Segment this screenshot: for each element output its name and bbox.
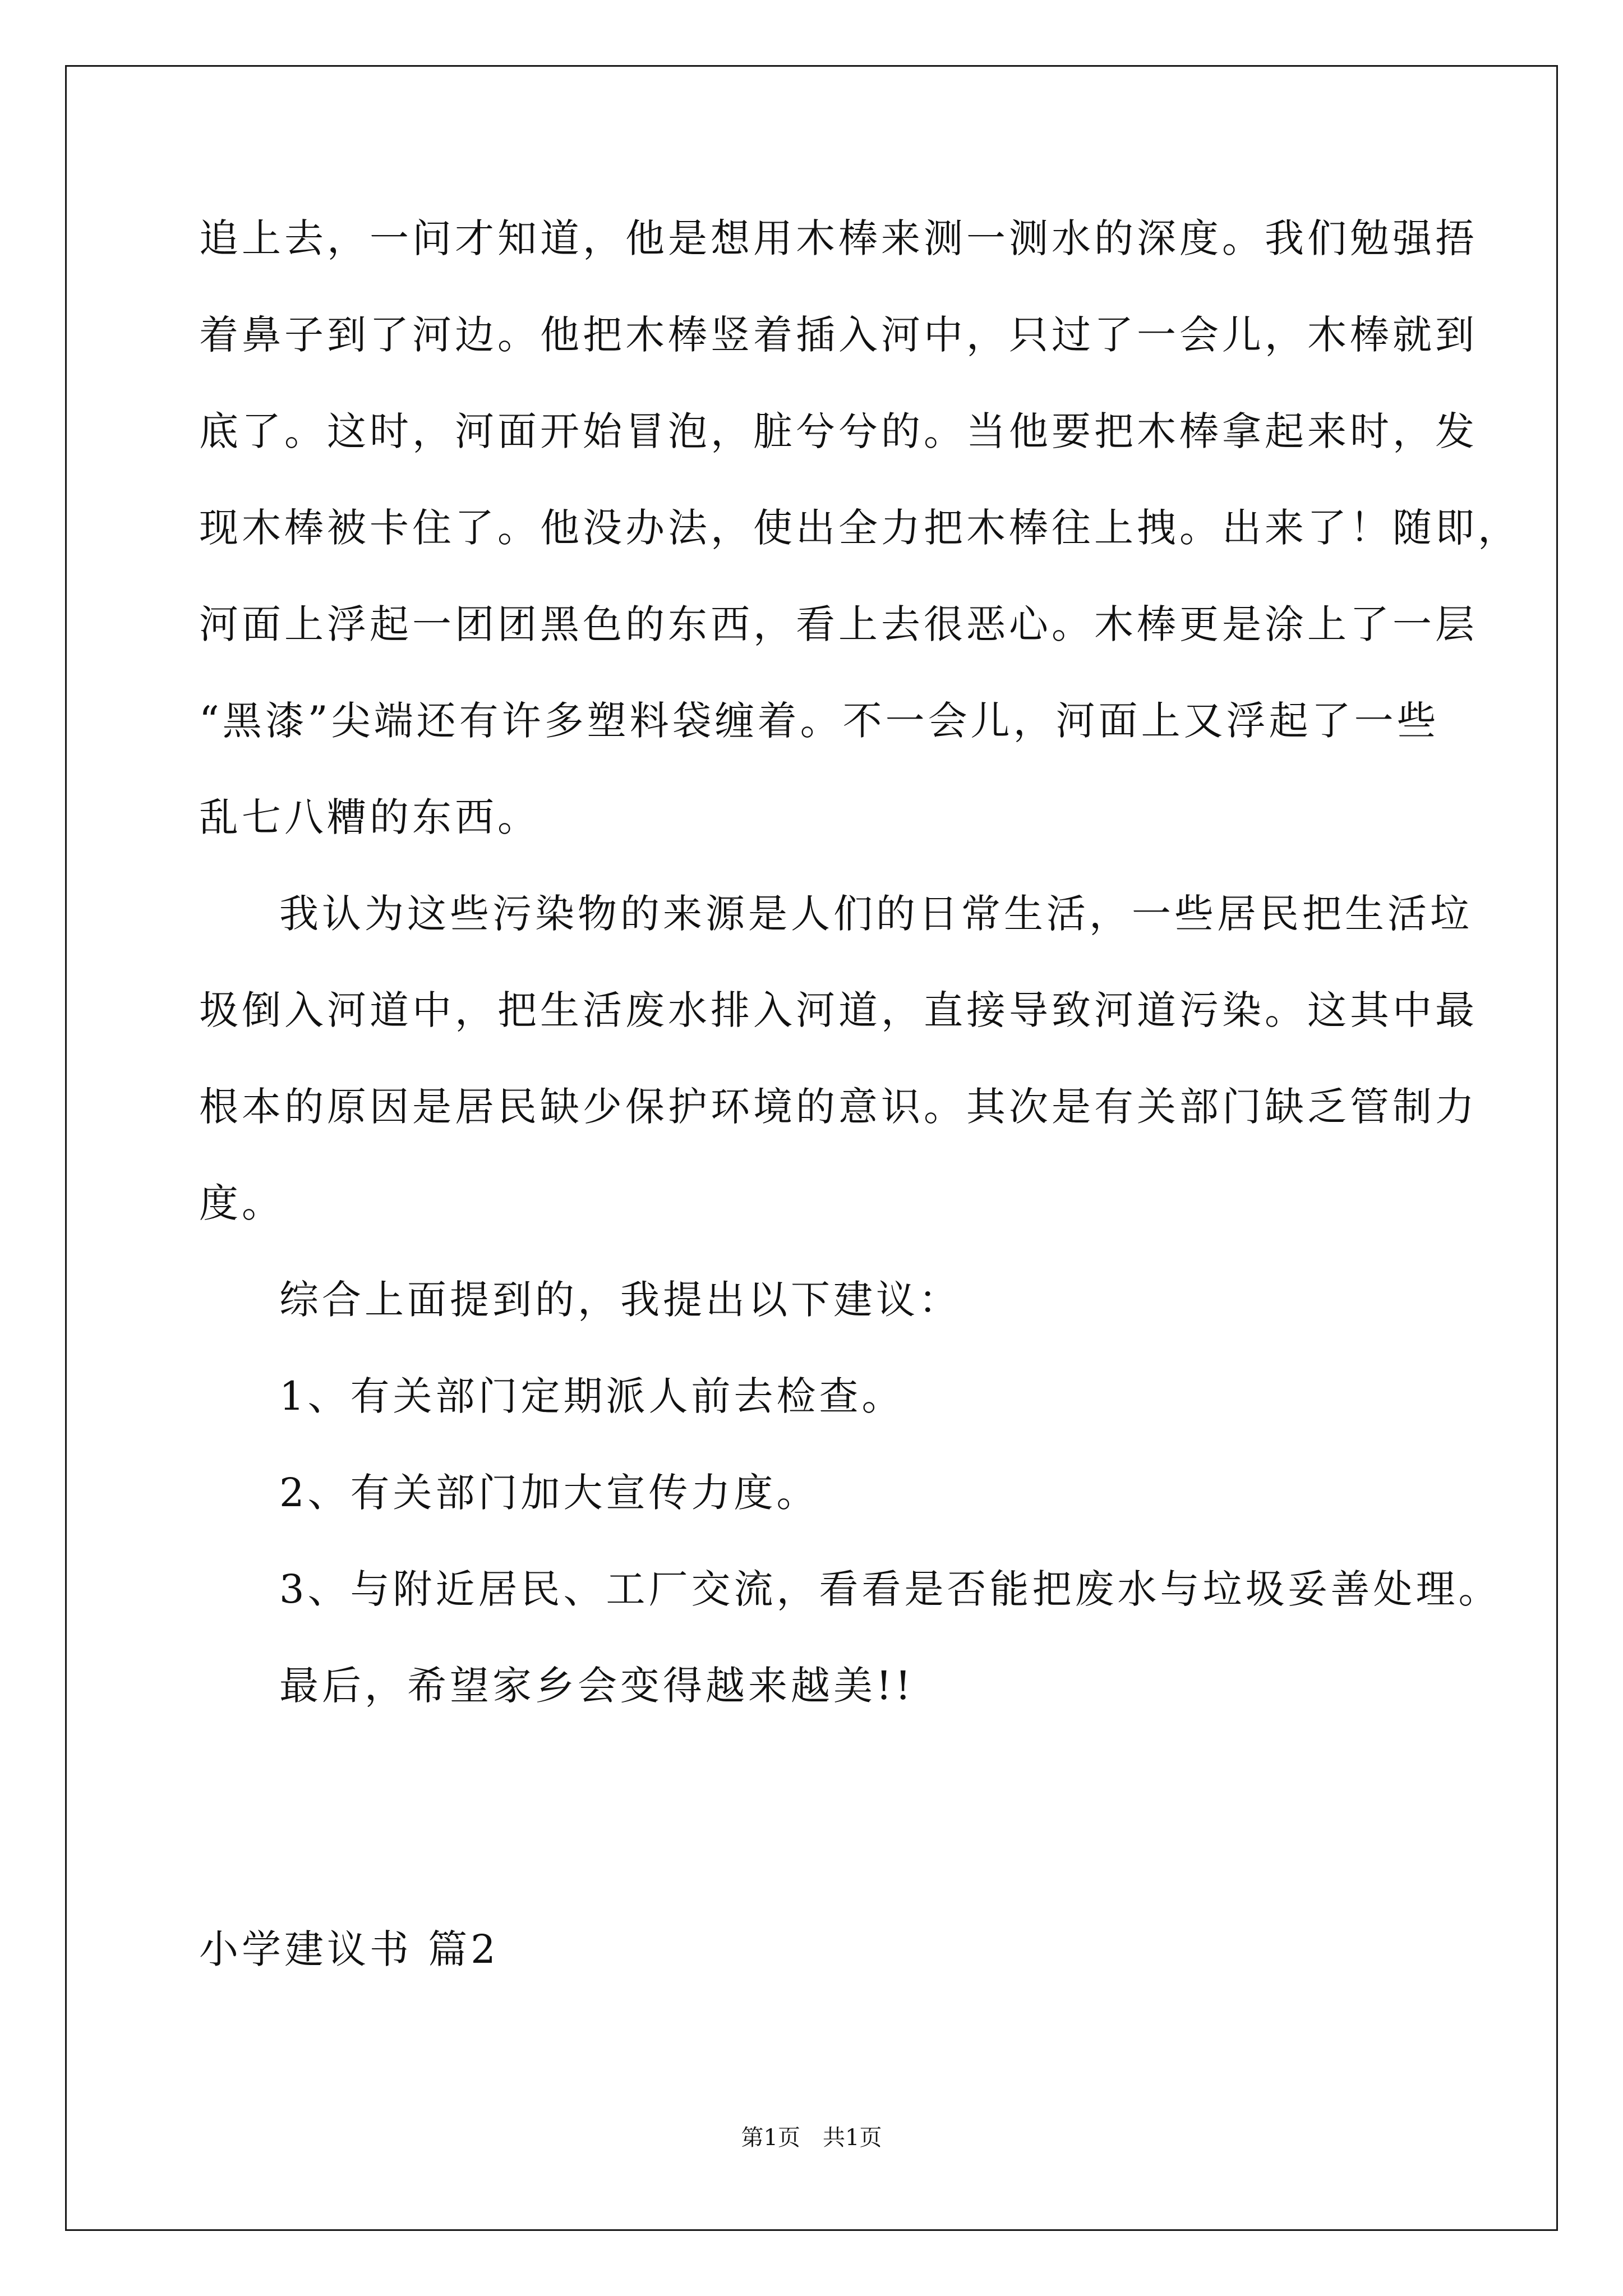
body-line-12: 综合上面提到的，我提出以下建议：	[279, 1277, 961, 1323]
body-line-4: 现木棒被卡住了。他没办法，使出全力把木棒往上拽。出来了！随即，	[199, 505, 1520, 551]
body-line-11: 度。	[199, 1180, 284, 1226]
body-line-7: 乱七八糟的东西。	[199, 794, 540, 840]
suggestion-item-2: 2、有关部门加大宣传力度。	[279, 1470, 819, 1516]
closing-line: 最后，希望家乡会变得越来越美!!	[279, 1663, 915, 1709]
body-line-1: 追上去，一问才知道，他是想用木棒来测一测水的深度。我们勉强捂	[199, 215, 1478, 261]
page-footer: 第1页 共1页	[741, 2125, 882, 2151]
body-line-9: 圾倒入河道中，把生活废水排入河道，直接导致河道污染。这其中最	[199, 987, 1478, 1033]
section-heading: 小学建议书 篇2	[199, 1926, 499, 1972]
document-body	[199, 215, 1520, 1763]
body-line-6: “黑漆”尖端还有许多塑料袋缠着。不一会儿，河面上又浮起了一些	[199, 698, 1440, 744]
body-line-3: 底了。这时，河面开始冒泡，脏兮兮的。当他要把木棒拿起来时，发	[199, 408, 1478, 454]
suggestion-item-3: 3、与附近居民、工厂交流，看看是否能把废水与垃圾妥善处理。	[279, 1566, 1501, 1612]
body-line-2: 着鼻子到了河边。他把木棒竖着插入河中，只过了一会儿，木棒就到	[199, 312, 1478, 358]
suggestion-item-1: 1、有关部门定期派人前去检查。	[279, 1373, 905, 1419]
body-line-10: 根本的原因是居民缺少保护环境的意识。其次是有关部门缺乏管制力	[199, 1084, 1478, 1130]
body-line-8: 我认为这些污染物的来源是人们的日常生活，一些居民把生活垃	[279, 891, 1473, 937]
body-line-5: 河面上浮起一团团黑色的东西，看上去很恶心。木棒更是涂上了一层	[199, 601, 1478, 647]
